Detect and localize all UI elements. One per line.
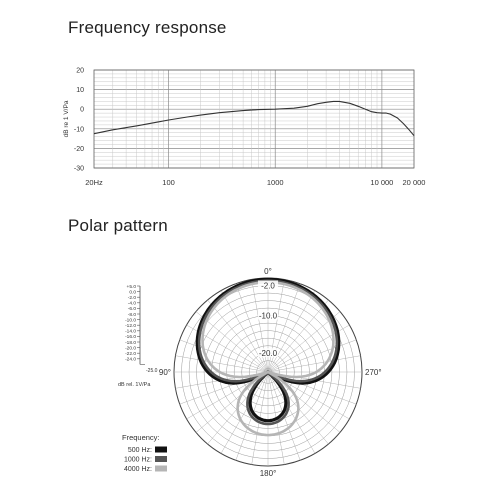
y-tick-label: -20 xyxy=(73,145,84,153)
ring-label: -20.0 xyxy=(258,349,278,359)
y-tick-label: 0 xyxy=(80,106,84,114)
scale-tick-label: -16.0 xyxy=(125,335,136,341)
scale-tick-label: +5.0 xyxy=(126,284,136,290)
polar-pattern-title: Polar pattern xyxy=(68,216,168,235)
scale-tick-label: 0.0 xyxy=(129,290,136,296)
legend-entry-label: 1000 Hz: xyxy=(123,456,152,464)
polar-db-scale xyxy=(125,284,145,365)
ring-label: -2.0 xyxy=(261,281,275,291)
x-tick-label: 1000 xyxy=(266,178,284,187)
scale-tick-label: -4.0 xyxy=(127,301,136,307)
polar-scale-end-label: -25.0 xyxy=(146,368,158,374)
x-tick-label: 20 000 xyxy=(402,178,426,187)
scale-tick-label: -10.0 xyxy=(125,318,136,324)
legend-swatch xyxy=(155,456,167,462)
legend-swatch xyxy=(155,466,167,472)
scale-tick-label: -22.0 xyxy=(125,352,136,357)
ring-label: -10.0 xyxy=(258,311,278,321)
y-tick-label: -30 xyxy=(73,165,84,173)
angle-label: 270° xyxy=(365,368,382,377)
legend-entry-label: 4000 Hz: xyxy=(123,466,152,473)
y-tick-label: 10 xyxy=(76,87,84,95)
angle-label: 180° xyxy=(259,469,277,478)
angle-label: 0° xyxy=(264,267,272,276)
frequency-y-axis-label: dB re 1 V/Pa xyxy=(63,100,70,138)
scale-tick-label: -14.0 xyxy=(125,329,136,335)
legend-title: Frequency: xyxy=(122,433,160,442)
legend-entry-label: 500 Hz: xyxy=(127,447,152,454)
scale-tick-label: -2.0 xyxy=(127,296,136,301)
scale-tick-label: -20.0 xyxy=(125,346,136,352)
angle-label: 90° xyxy=(158,368,171,377)
x-tick-label: 20Hz xyxy=(85,178,103,187)
polar-legend xyxy=(122,433,167,473)
scale-tick-label: -18.0 xyxy=(125,340,136,346)
frequency-response-title: Frequency response xyxy=(68,18,227,37)
scale-tick-label: -12.0 xyxy=(125,324,136,329)
scale-tick-label: -8.0 xyxy=(127,312,136,318)
x-tick-label: 10 000 xyxy=(370,178,394,187)
y-tick-label: 20 xyxy=(76,67,84,75)
scale-tick-label: -24.0 xyxy=(125,357,136,363)
y-tick-label: -10 xyxy=(73,126,84,134)
polar-scale-label: dB rel. 1V/Pa xyxy=(118,382,151,388)
scale-tick-label: -6.0 xyxy=(127,307,136,313)
x-tick-label: 100 xyxy=(162,178,175,187)
legend-swatch xyxy=(155,447,167,453)
